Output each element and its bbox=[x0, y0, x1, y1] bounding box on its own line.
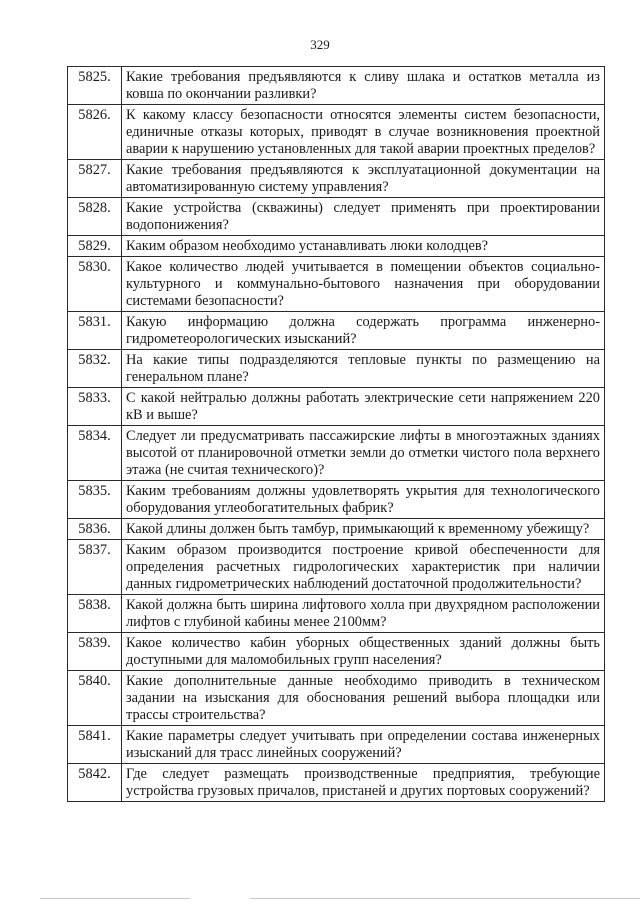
question-number: 5834. bbox=[68, 426, 122, 481]
question-number: 5827. bbox=[68, 160, 122, 198]
table-row bbox=[68, 160, 605, 198]
question-number: 5825. bbox=[68, 67, 122, 105]
question-text: Каким образом необходимо устанавливать люки колодцев? bbox=[122, 236, 605, 257]
question-text: Какие требования предъявляются к сливу шлака и остатков металла из ковша по окончании разливки? bbox=[122, 67, 605, 105]
question-text: С какой нейтралью должны работать электрические сети напряжением 220 кВ и выше? bbox=[122, 388, 605, 426]
question-text: К какому классу безопасности относятся элементы систем безопасности, единичные отказы которых, приводят в случае возникновения проектной аварии к нарушению установленных для такой аварии проектных пределов? bbox=[122, 105, 605, 160]
question-number: 5832. bbox=[68, 350, 122, 388]
table-row bbox=[68, 105, 605, 160]
table-row bbox=[68, 671, 605, 726]
question-text: Какой длины должен быть тамбур, примыкающий к временному убежищу? bbox=[122, 519, 605, 540]
table-row bbox=[68, 595, 605, 633]
question-text: Какое количество кабин уборных общественных зданий должны быть доступными для маломобильных групп населения? bbox=[122, 633, 605, 671]
question-number: 5841. bbox=[68, 726, 122, 764]
table-row bbox=[68, 426, 605, 481]
question-text: Какой должна быть ширина лифтового холла при двухрядном расположении лифтов с глубиной кабины менее 2100мм? bbox=[122, 595, 605, 633]
table-row bbox=[68, 236, 605, 257]
table-row bbox=[68, 540, 605, 595]
question-number: 5828. bbox=[68, 198, 122, 236]
table-row bbox=[68, 350, 605, 388]
question-number: 5831. bbox=[68, 312, 122, 350]
table-row bbox=[68, 388, 605, 426]
question-text: На какие типы подразделяются тепловые пункты по размещению на генеральном плане? bbox=[122, 350, 605, 388]
table-row bbox=[68, 198, 605, 236]
question-text: Какие требования предъявляются к эксплуатационной документации на автоматизированную систему управления? bbox=[122, 160, 605, 198]
question-text: Каким требованиям должны удовлетворять укрытия для технологического оборудования углеобогатительных фабрик? bbox=[122, 481, 605, 519]
question-number: 5830. bbox=[68, 257, 122, 312]
question-number: 5833. bbox=[68, 388, 122, 426]
question-number: 5835. bbox=[68, 481, 122, 519]
table-row bbox=[68, 257, 605, 312]
table-row bbox=[68, 67, 605, 105]
question-text: Где следует размещать производственные предприятия, требующие устройства грузовых причалов, пристаней и других портовых сооружений? bbox=[122, 764, 605, 802]
table-row bbox=[68, 633, 605, 671]
question-number: 5839. bbox=[68, 633, 122, 671]
question-text: Какую информацию должна содержать программа инженерно-гидрометеорологических изысканий? bbox=[122, 312, 605, 350]
question-text: Какие параметры следует учитывать при определении состава инженерных изысканий для трасс линейных сооружений? bbox=[122, 726, 605, 764]
question-number: 5842. bbox=[68, 764, 122, 802]
scan-mark-left bbox=[40, 898, 190, 899]
question-number: 5840. bbox=[68, 671, 122, 726]
question-number: 5829. bbox=[68, 236, 122, 257]
scan-mark-right bbox=[250, 898, 640, 899]
question-number: 5838. bbox=[68, 595, 122, 633]
table-row bbox=[68, 312, 605, 350]
table-row bbox=[68, 481, 605, 519]
question-text: Какие устройства (скважины) следует применять при проектировании водопонижения? bbox=[122, 198, 605, 236]
table-row bbox=[68, 726, 605, 764]
page-number: 329 bbox=[310, 37, 330, 52]
question-text: Какие дополнительные данные необходимо приводить в техническом задании на изыскания для обоснования решений выбора площадки или трассы строительства? bbox=[122, 671, 605, 726]
questions-table bbox=[67, 66, 605, 802]
question-text: Следует ли предусматривать пассажирские лифты в многоэтажных зданиях высотой от планировочной отметки земли до отметки чистого пола верхнего этажа (не считая технического)? bbox=[122, 426, 605, 481]
question-number: 5826. bbox=[68, 105, 122, 160]
question-text: Какое количество людей учитывается в помещении объектов социально-культурного и коммунально-бытового назначения при оборудовании системами безопасности? bbox=[122, 257, 605, 312]
question-text: Каким образом производится построение кривой обеспеченности для определения расчетных гидрологических характеристик при наличии данных гидрометрических наблюдений достаточной продолжительности? bbox=[122, 540, 605, 595]
question-number: 5836. bbox=[68, 519, 122, 540]
question-number: 5837. bbox=[68, 540, 122, 595]
table-row bbox=[68, 764, 605, 802]
table-row bbox=[68, 519, 605, 540]
